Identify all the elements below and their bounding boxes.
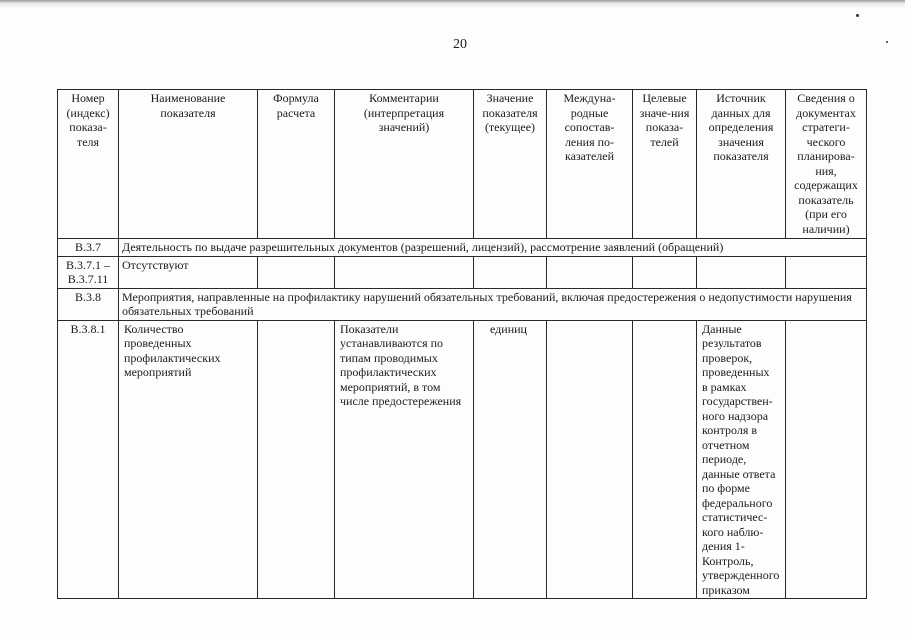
page-number: 20 <box>453 37 467 52</box>
scan-top-edge <box>0 0 905 8</box>
header-international: Междуна-родные сопостав-ления по-казателей <box>547 90 633 239</box>
scan-speck <box>886 41 888 43</box>
source-cell <box>697 256 786 288</box>
header-strategic-docs: Сведения о документах стратеги-ческого планирова-ния, содержащих показатель (при его наличии) <box>786 90 867 239</box>
table-row <box>58 320 867 599</box>
docs-cell <box>786 256 867 288</box>
target-cell <box>633 320 697 599</box>
value-cell: единиц <box>474 320 547 599</box>
section-title: Мероприятия, направленные на профилактику нарушений обязательных требований, включая предостережения о недопустимости нарушения обязательных требований <box>119 288 867 320</box>
comment-cell: Показатели устанавливаются по типам проводимых профилактических мероприятий, в том числе предостережения <box>335 320 474 599</box>
indicators-table <box>57 89 867 599</box>
header-comments: Комментарии (интерпретация значений) <box>335 90 474 239</box>
value-cell <box>474 256 547 288</box>
formula-cell <box>258 320 335 599</box>
table-row <box>58 256 867 288</box>
formula-cell <box>258 256 335 288</box>
table-header-row <box>58 90 867 239</box>
header-current-value: Значение показателя (текущее) <box>474 90 547 239</box>
header-data-source: Источник данных для определения значения показателя <box>697 90 786 239</box>
source-cell: Данные результатов проверок, проведенных в рамках государствен-ного надзора контроля в отчетном периоде, данные ответа по форме федерального статистичес-кого наблю-дения 1-Контроль, утвержденного приказом <box>697 320 786 599</box>
table-row <box>58 239 867 257</box>
header-formula: Формула расчета <box>258 90 335 239</box>
international-cell <box>547 320 633 599</box>
row-code: В.3.8 <box>58 288 119 320</box>
comment-cell <box>335 256 474 288</box>
header-index: Номер (индекс) показа-теля <box>58 90 119 239</box>
section-title: Деятельность по выдаче разрешительных документов (разрешений, лицензий), рассмотрение заявлений (обращений) <box>119 239 867 257</box>
row-code: В.3.7 <box>58 239 119 257</box>
header-target-values: Целевые значе-ния показа-телей <box>633 90 697 239</box>
international-cell <box>547 256 633 288</box>
header-name: Наименование показателя <box>119 90 258 239</box>
row-code: В.3.8.1 <box>58 320 119 599</box>
row-code: В.3.7.1 – В.3.7.11 <box>58 256 119 288</box>
table-row <box>58 288 867 320</box>
indicator-name: Количество проведенных профилактических мероприятий <box>119 320 258 599</box>
target-cell <box>633 256 697 288</box>
docs-cell <box>786 320 867 599</box>
indicator-name: Отсутствуют <box>119 256 258 288</box>
scan-speck <box>856 14 859 17</box>
